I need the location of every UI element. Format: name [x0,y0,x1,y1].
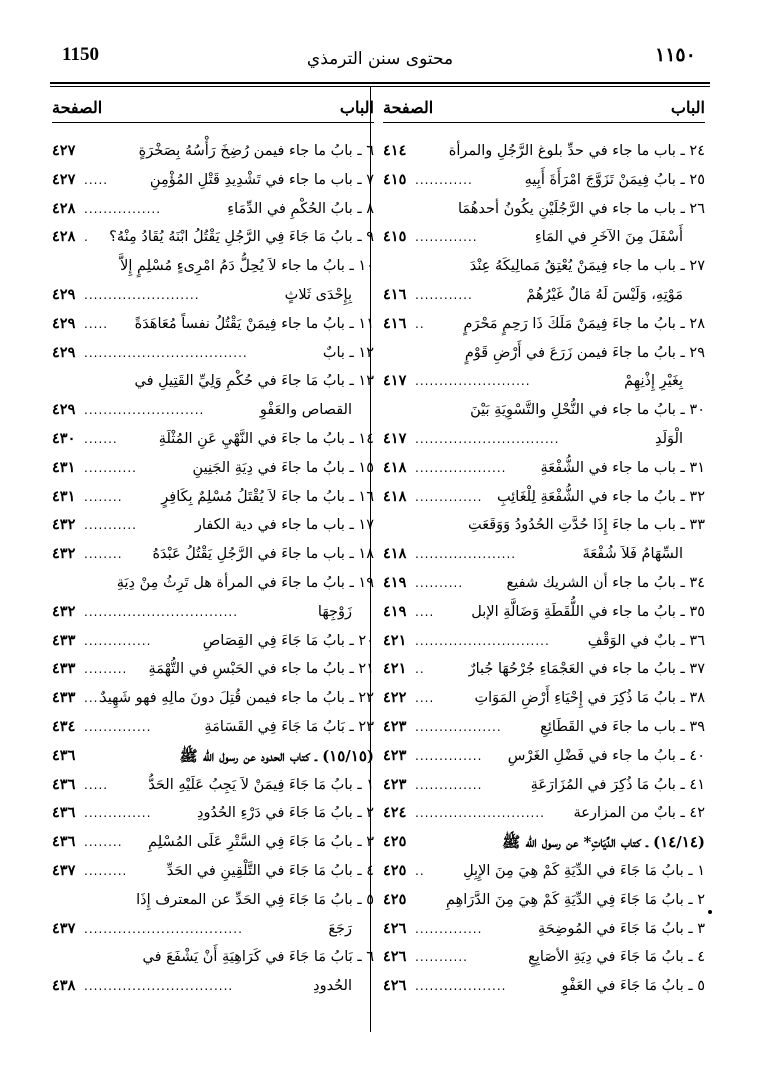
toc-entry-page: ٤٣٦ [52,833,76,851]
toc-entry-title: ١٧ ـ باب ما جاء في دية الكفار [194,517,374,534]
toc-entry-page: ٤٢٩ [52,401,76,419]
toc-entry [52,310,374,339]
toc-entry [52,713,374,742]
toc-entry [383,166,705,195]
toc-entry-page: ٤٣١ [52,487,76,505]
toc-leader-dots: ............ [415,287,473,302]
toc-entry-page: ٤٣٣ [52,689,76,707]
toc-entry-page: ٤٢٦ [383,977,407,995]
toc-entry [383,195,705,224]
toc-leader-dots: .............. [415,748,483,763]
toc-entry-page: ٤٢٧ [52,170,76,188]
toc-entry-title: ٩ ـ بابُ مَا جَاءَ فِي الرَّجُلِ يَقْتُلُ ابْنَهُ يُقَادُ مِنْهُ؟ [109,229,374,246]
toc-leader-dots: .. [415,662,425,677]
toc-entry [52,195,374,224]
toc-entry-title: ٤٠ ـ بابُ ما جاء في فَضْلِ الغَرْسِ [507,747,705,764]
toc-entry-page: ٤٢٥ [383,890,407,908]
toc-section-heading [383,828,705,857]
toc-entry-title: ١٢ ـ بابٌ [322,344,374,361]
column-header-bab: الباب [339,98,374,117]
toc-entry-title: ٢٥ ـ بابُ فِيمَنْ تَزَوَّجَ امْرَأَةَ أَبِيهِ [524,171,705,188]
toc-entry [383,655,705,684]
toc-entry-title: ٢٠ ـ بابُ مَا جَاءَ فِي القِصَاصِ [202,632,374,649]
toc-entry-title: أَسْفَلَ مِنَ الآخَرِ في المَاءِ [534,229,683,246]
toc-entry-page: ٤١٩ [383,573,407,591]
toc-entry [52,223,374,252]
toc-entry [52,799,374,828]
page-number-arabic: ١١٥٠ [655,44,696,66]
toc-entry-title: (١٤/١٤) ـ كتاب الدِّيَاتِ* عن رسول الله ﷺ [502,833,705,852]
toc-entry-page: ٤٢٦ [383,948,407,966]
toc-entry [52,425,374,454]
toc-entry [383,511,705,540]
toc-entry-title: ٤ ـ بابُ مَا جَاءَ في التَّلْقِينِ في الحَدِّ [166,862,374,879]
toc-leader-dots: ........... [415,950,468,965]
toc-entry-title: بِإِحْدَى ثَلاثٍ [284,286,352,303]
toc-leader-dots: ......... [84,863,128,878]
toc-entry [383,540,705,569]
toc-entry-title: ٣ ـ بابُ مَا جَاءَ فِي السَّتْرِ عَلَى المُسْلِمِ [148,834,374,851]
toc-entry [52,511,374,540]
page-number-latin: 1150 [62,44,99,65]
toc-entry-title: ١٩ ـ بابُ ما جاءَ في المرأة هل تَرِثُ مِنْ دِيَةِ [116,574,374,591]
toc-leader-dots: ........................... [415,806,545,821]
column-header-page: الصفحة [383,98,434,117]
toc-entry-page: ٤٢٣ [383,775,407,793]
toc-entry [383,339,705,368]
toc-entry-page: ٤٢٥ [383,833,407,851]
toc-leader-dots: ........................ [84,287,200,302]
toc-leader-dots: ........................ [415,374,531,389]
toc-entry-title: ١٠ ـ بابُ ما جاء لاَ يُحِلُّ دَمُ امْرِىءٍ مُسْلِمٍ إِلاَّ [120,258,374,275]
column-header [52,96,374,123]
toc-leader-dots: .............. [415,489,483,504]
toc-entry [383,454,705,483]
toc-entry-title: ٢٩ ـ بابُ ما جاءَ فيمن زَرَعَ في أَرْضِ قَوْمٍ [464,344,705,361]
toc-entry-page: ٤٢٦ [383,919,407,937]
toc-entry-title: السِّهَامُ فَلاَ شُفْعَةَ [582,546,683,563]
toc-leader-dots: ........ [84,547,123,562]
toc-entry-title: ٢ ـ بابُ مَا جَاءَ في دَرْءِ الحُدُودِ [197,805,374,822]
toc-entry-page: ٤٣٣ [52,660,76,678]
toc-entry [52,281,374,310]
toc-entry [383,943,705,972]
toc-leader-dots: .......... [415,575,464,590]
toc-entry [52,828,374,857]
toc-entry-page: ٤١٦ [383,314,407,332]
toc-entry-page: ٤١٥ [383,228,407,246]
toc-entry [383,684,705,713]
toc-entry-title: زَوْجِهَا [317,603,352,620]
toc-entry-page: ٤٢٤ [383,804,407,822]
toc-entry [383,281,705,310]
toc-entry-page: ٤٣٣ [52,631,76,649]
toc-leader-dots: ................................ [84,604,239,619]
toc-entry [383,483,705,512]
toc-leader-dots: ..................... [415,547,517,562]
toc-entry-title: رَجَعَ [328,920,352,937]
toc-leader-dots: ......... [84,662,128,677]
toc-leader-dots: ................ [84,201,162,216]
toc-entry-title: ٣٩ ـ باب ما جاءَ في القَطَائِعِ [540,718,705,735]
toc-entry-page: ٤٣٦ [52,775,76,793]
toc-leader-dots: .............. [415,921,483,936]
toc-leader-dots: ........ [84,489,123,504]
toc-leader-dots: . [84,230,89,245]
margin-dot [708,910,712,914]
toc-entry-title: ٣١ ـ باب ما جاء في الشُّفْعَةِ [540,459,705,476]
toc-entry-title: ٥ ـ بابُ مَا جَاءَ فِي الحَدِّ عن المعترف إِذَا [136,891,374,908]
header-rule [50,82,710,84]
toc-entry-title: ١ ـ بابُ مَا جَاءَ في الدِّيَةِ كَمْ هِيَ مِنَ الإِبِلِ [463,862,705,879]
toc-entry [383,713,705,742]
toc-entry-title: ٣٢ ـ بابُ ما جاء في الشُّفْعَةِ لِلْغَائِبِ [497,488,705,505]
toc-entry-title: ٦ ـ بابُ ما جاء فيمن رُضِخَ رَأْسُهُ بِصَخْرَةٍ [138,143,374,159]
toc-entry [52,655,374,684]
toc-entry-title: ٤١ ـ بابُ مَا ذُكِرَ في المُزَارَعَةِ [530,776,705,793]
toc-entry-title: ٧ ـ باب ما جاء في تَشْدِيدِ قَتْلِ المُؤْمِنِ [149,171,374,188]
toc-entry-title: مَوْتِهِ، وَلَيْسَ لَهُ مَالٌ غَيْرُهُمْ [526,286,683,303]
toc-leader-dots: ........... [84,518,137,533]
toc-entry-page: ٤٣٧ [52,919,76,937]
toc-leader-dots: ............. [415,230,478,245]
toc-entry-title: ٢٧ ـ باب ما جاء فِيمَنْ يُعْتِقُ مَمالِيكَهُ عِنْدَ [469,258,705,275]
toc-entry-page: ٤٣١ [52,458,76,476]
toc-entry [383,915,705,944]
toc-entry-page: ٤٣٨ [52,977,76,995]
toc-entry-page: ٤١٨ [383,545,407,563]
toc-leader-dots: .... [415,691,435,706]
toc-leader-dots: ............................... [84,979,234,994]
toc-leader-dots: .............................. [415,431,560,446]
toc-entry-page: ٤١٨ [383,458,407,476]
toc-entry [383,886,705,915]
toc-entry-page: ٤٢٣ [383,746,407,764]
toc-entry-title: ٣٨ ـ بابُ مَا ذُكِرَ في إِحْيَاءِ أَرْضِ المَوَاتِ [474,690,705,707]
toc-leader-dots: .............. [415,777,483,792]
toc-leader-dots: ........... [84,460,137,475]
toc-leader-dots: ............................ [415,633,550,648]
toc-list-right [383,137,705,1001]
toc-entry [52,483,374,512]
toc-entry [52,396,374,425]
toc-entry-title: ٢٣ ـ بَابُ مَا جَاءَ فِي القَسَامَةِ [204,718,374,735]
toc-entry-page: ٤١٩ [383,602,407,620]
toc-entry-page: ٤٢١ [383,631,407,649]
toc-entry [52,166,374,195]
toc-leader-dots: ................... [415,460,507,475]
toc-entry [52,540,374,569]
column-header [383,96,705,123]
toc-entry-title: ١٣ ـ بابُ مَا جاءَ في حُكْمِ وَلِيِّ القَتِيلِ في [134,373,374,390]
toc-entry-title: ١٦ ـ بابُ ما جاءَ لاَ يُقْتَلُ مُسْلِمٌ بِكَافِرٍ [161,488,374,505]
toc-entry [52,857,374,886]
toc-leader-dots: ....... [84,431,118,446]
toc-leader-dots: ..... [84,172,109,187]
toc-entry-title: (١٥/١٥) ـ كتاب الحدود عن رسول الله ﷺ [179,746,374,765]
toc-entry [52,367,374,396]
toc-entry-title: ٢١ ـ بابُ ما جاء في الحَبْسِ في التُّهْمَةِ [148,661,374,678]
toc-entry-page: ٤٢٩ [52,285,76,303]
toc-entry-page: ٤٣٤ [52,717,76,735]
toc-entry [383,310,705,339]
toc-entry-title: القصاص والعَفْوِ [259,402,352,419]
toc-entry [383,137,705,166]
column-header-page: الصفحة [52,98,103,117]
toc-entry [52,915,374,944]
toc-entry-page: ٤١٨ [383,487,407,505]
toc-entry-page: ٤١٧ [383,429,407,447]
toc-entry [52,252,374,281]
toc-entry-title: ١٥ ـ بابُ ما جاءَ في دِيَةِ الجَنِينِ [192,459,374,476]
toc-entry-page: ٤٣٢ [52,602,76,620]
toc-entry [52,339,374,368]
toc-entry-title: ٣٣ ـ باب ما جاءَ إِذَا حُدَّتِ الحُدُودُ وَوَقَعَتِ [468,517,705,534]
toc-leader-dots: ........ [84,835,123,850]
toc-entry [383,367,705,396]
toc-entry-title: ٤٢ ـ بابٌ من المزارعة [573,805,705,822]
column-header-bab: الباب [670,98,705,117]
toc-leader-dots: .............. [84,806,152,821]
toc-entry [52,684,374,713]
toc-entry [52,943,374,972]
toc-leader-dots: .... [415,604,435,619]
toc-entry [52,598,374,627]
toc-entry [383,396,705,425]
toc-entry-page: ٤٣٢ [52,516,76,534]
toc-entry-title: ٢ ـ بابُ مَا جَاءَ فِي الدِّيَةِ كَمْ هِيَ مِنَ الدَّرَاهِمِ [446,891,705,908]
toc-entry-page: ٤٣٦ [52,804,76,822]
toc-entry [383,742,705,771]
toc-leader-dots: ......................... [84,403,205,418]
toc-entry-page: ٤٢٨ [52,199,76,217]
toc-entry-title: ٤ ـ بابُ مَا جَاءَ في دِيَةِ الأصَابِعِ [528,949,705,966]
toc-entry [383,771,705,800]
toc-entry-page: ٤١٧ [383,372,407,390]
page-title: محتوى سنن الترمذي [306,49,454,69]
toc-leader-dots: .. [415,863,425,878]
toc-entry-title: الْوَلَدِ [655,430,683,447]
toc-entry [383,799,705,828]
toc-entry-title: ٥ ـ بابُ مَا جَاءَ في العَفْوِ [561,978,705,995]
toc-column-left [52,96,374,1001]
toc-entry-title: ٣٤ ـ بابُ ما جاء أن الشريك شفيع [506,574,705,591]
toc-leader-dots: ............ [415,172,473,187]
toc-entry-page: ٤٢٩ [52,343,76,361]
toc-leader-dots: ..... [84,316,109,331]
toc-entry [52,771,374,800]
toc-leader-dots: .................................. [84,345,248,360]
toc-leader-dots: .... [84,691,104,706]
toc-entry-title: ١١ ـ بابُ ما جاء فِيمَنْ يَقْتُلُ نفساً مُعَاهَدَةً [134,315,374,332]
toc-entry [383,627,705,656]
toc-entry-title: ٣٦ ـ بابٌ في الوَقْفِ [587,632,705,649]
toc-entry-title: ١٨ ـ باب ما جاءَ في الرَّجُلِ يَقْتُلُ عَبْدَهُ [152,546,374,563]
toc-entry [52,137,374,166]
toc-entry [383,598,705,627]
toc-leader-dots: ................... [415,979,507,994]
toc-entry-page: ٤٣٢ [52,545,76,563]
toc-entry-page: ٤٢٣ [383,717,407,735]
toc-entry [52,454,374,483]
toc-entry [52,569,374,598]
toc-entry [383,857,705,886]
toc-leader-dots: .. [415,316,425,331]
toc-entry-title: ٣ ـ بابُ مَا جَاءَ في المُوضِحَةِ [538,920,705,937]
toc-entry-title: ٣٠ ـ بابُ ما جاء في النُّحْلِ والتَّسْوِيَةِ بَيْنَ [470,402,705,419]
toc-list-left [52,137,374,1001]
toc-entry-page: ٤٣٦ [52,746,76,764]
toc-entry-title: ٢٦ ـ باب ما جاء في الرَّجُلَيْنِ يكُونُ أحدهُمَا [457,200,705,217]
toc-column-right [383,96,705,1001]
toc-entry-title: ٢٨ ـ بابُ ما جاءَ فِيمَنْ مَلَكَ ذَا رَحِمٍ مَحْرَمٍ [463,315,705,332]
toc-entry-page: ٤١٤ [383,142,407,159]
toc-entry-title: ٣٥ ـ بابُ ما جاء في اللُّقَطَةِ وَضَالَّةِ الإبل [471,603,705,620]
toc-entry-title: ٢٤ ـ باب ما جاء في حدِّ بلوغ الرَّجُلِ والمرأة [448,143,705,159]
toc-leader-dots: ..... [84,777,109,792]
toc-leader-dots: .............. [84,719,152,734]
toc-entry-title: بِغَيْرِ إِذْنِهِمْ [624,373,683,390]
toc-entry [383,252,705,281]
toc-entry [52,886,374,915]
toc-entry-title: ١ ـ بابُ مَا جَاءَ فِيمَنْ لاَ يَجِبُ عَلَيْهِ الحَدُّ [148,776,374,793]
toc-entry-page: ٤٣٧ [52,861,76,879]
toc-entry-title: ٣٧ ـ بابُ ما جاء في العَجْمَاءِ جُرْحُهَا جُبارٌ [468,661,705,678]
toc-leader-dots: .................. [415,719,502,734]
toc-entry-page: ٤٣٠ [52,429,76,447]
toc-entry-page: ٤٢٥ [383,861,407,879]
header-rule-thin [50,86,710,87]
toc-entry-title: ٢٢ ـ بابُ ما جاء فيمن قُتِلَ دونَ مالِهِ فهو شَهِيدٌ [100,690,374,707]
toc-leader-dots: .............. [84,633,152,648]
toc-entry-page: ٤١٦ [383,285,407,303]
toc-entry-page: ٤٢٨ [52,228,76,246]
toc-entry-title: ٨ ـ بابُ الحُكْمِ في الدِّمَاءِ [227,200,374,217]
toc-entry [383,972,705,1001]
toc-entry [383,223,705,252]
toc-entry [52,972,374,1001]
toc-entry-page: ٤٢٩ [52,314,76,332]
toc-entry [383,425,705,454]
toc-entry [52,627,374,656]
toc-section-heading [52,742,374,771]
toc-entry-page: ٤٢٢ [383,689,407,707]
toc-entry [383,569,705,598]
toc-entry-title: ١٤ ـ بابُ ما جاءَ في النَّهْيِ عَنِ المُثْلَةِ [158,430,374,447]
toc-leader-dots: ................................. [84,921,243,936]
toc-entry-page: ٤١٥ [383,170,407,188]
toc-entry-title: ٦ ـ بَابُ مَا جَاءَ في كَرَاهِيَةِ أَنْ يَشْفَعَ في [142,949,374,966]
toc-entry-page: ٤٢١ [383,660,407,678]
toc-entry-page: ٤٢٧ [52,142,76,159]
toc-entry-title: الحُدودِ [313,978,352,995]
